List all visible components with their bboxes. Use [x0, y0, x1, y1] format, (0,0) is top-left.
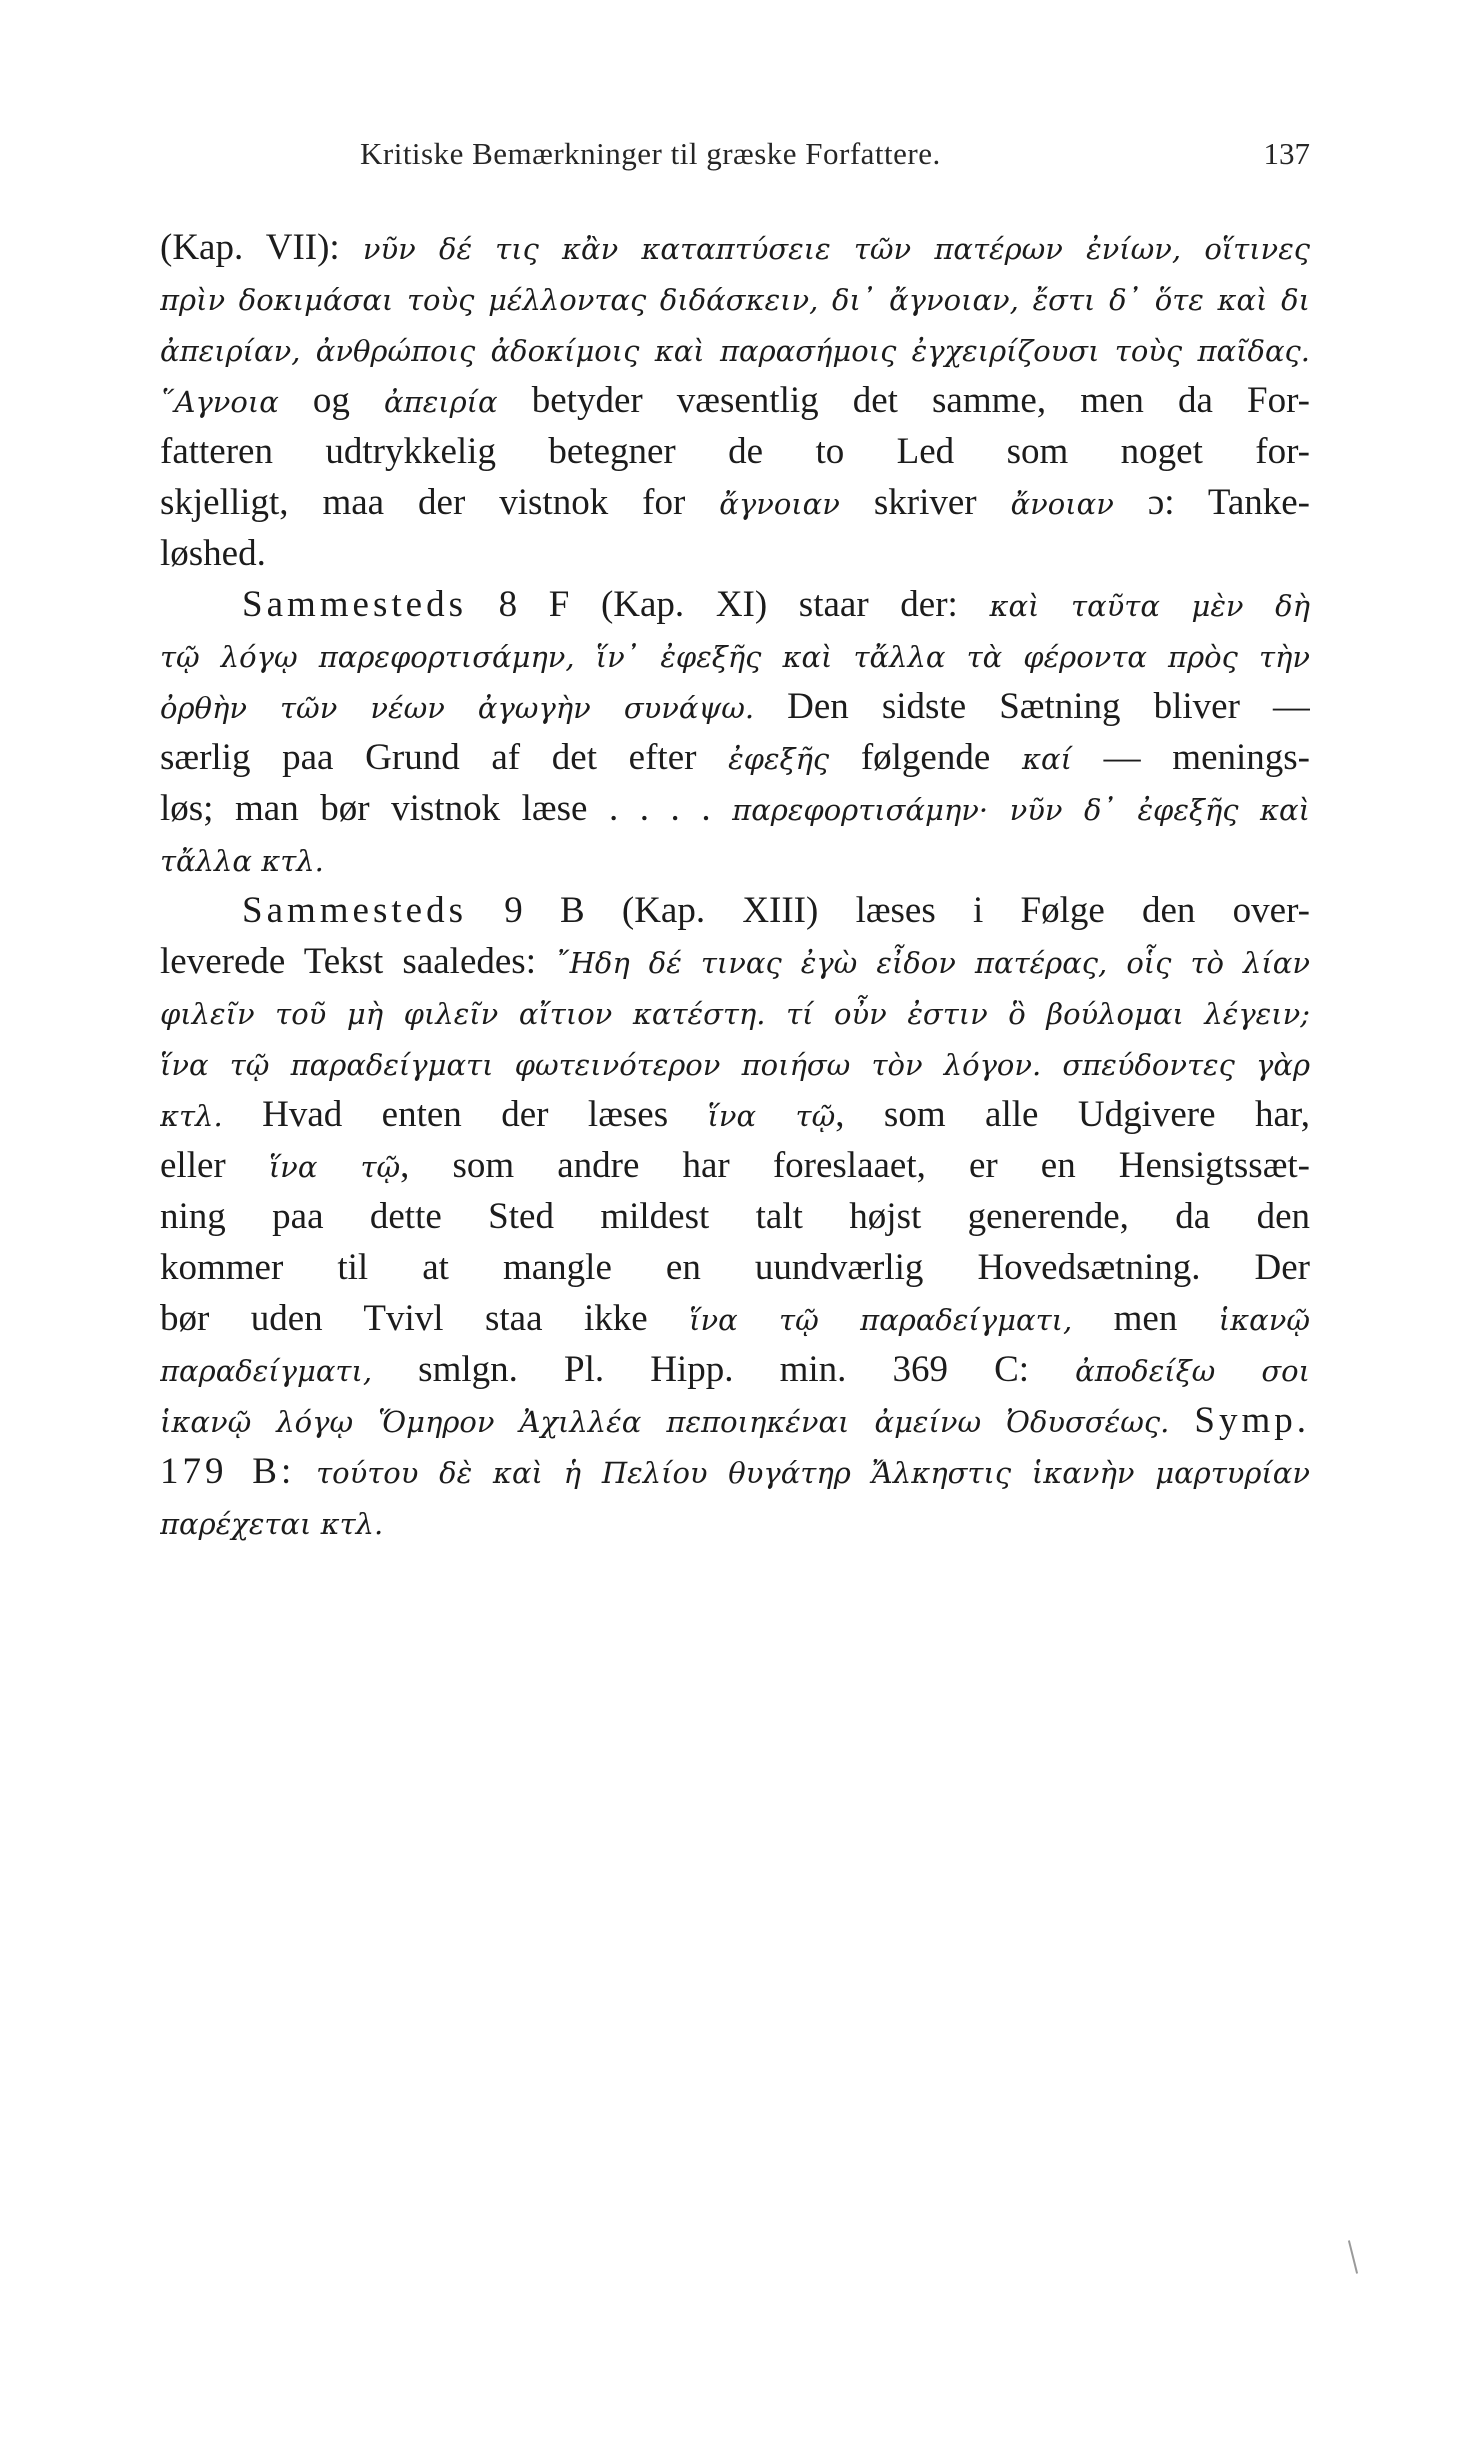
greek-phrase: καὶ ταῦτα μὲν δὴ	[989, 589, 1310, 623]
greek-phrase: νῦν δέ τις κἂν καταπτύσειε τῶν πατέρων ἐνίων, οἵτινες	[362, 232, 1310, 266]
text-segment	[1169, 1400, 1194, 1441]
text-line	[160, 1344, 1310, 1395]
spaced-reference: 179 B:	[160, 1451, 296, 1492]
text-segment: (Kap. VII):	[160, 227, 363, 268]
running-head	[160, 136, 1310, 186]
spaced-reference: Sammesteds	[242, 584, 467, 625]
text-segment: men	[1072, 1298, 1219, 1339]
text-segment: løshed.	[160, 533, 266, 574]
greek-phrase: ἵνα τῷ παραδείγματι,	[689, 1303, 1073, 1337]
text-segment: ɔ: Tanke-	[1113, 482, 1310, 523]
text-segment: skjelligt, maa der vistnok for	[160, 482, 720, 523]
greek-phrase: ἵνα τῷ	[707, 1099, 836, 1133]
text-line	[160, 426, 1310, 477]
text-segment: kommer til at mangle en uundværlig Hovedsætning. Der	[160, 1247, 1310, 1288]
text-segment: , som alle Udgivere har,	[835, 1094, 1310, 1135]
text-line	[160, 1089, 1310, 1140]
text-segment: Hvad enten der læses	[222, 1094, 708, 1135]
text-line	[160, 630, 1310, 681]
greek-phrase: ἀπειρία	[384, 385, 498, 419]
text-segment: fatteren udtrykkelig betegner de to Led som noget for-	[160, 431, 1310, 472]
text-line	[160, 222, 1310, 273]
text-line	[160, 681, 1310, 732]
greek-phrase: παρέχεται κτλ.	[160, 1507, 384, 1541]
text-line	[160, 579, 1310, 630]
text-segment: 9 B (Kap. XIII) læses i Følge den over-	[466, 890, 1310, 931]
running-title: Kritiske Bemærkninger til græske Forfattere.	[360, 136, 941, 171]
text-segment: ning paa dette Sted mildest talt højst generende, da den	[160, 1196, 1310, 1237]
body-text	[160, 222, 1310, 1548]
greek-phrase: παραδείγματι,	[160, 1354, 373, 1388]
text-line	[160, 1140, 1310, 1191]
text-segment: — menings-	[1071, 737, 1310, 778]
text-line	[160, 732, 1310, 783]
text-segment: særlig paa Grund af det efter	[160, 737, 729, 778]
greek-phrase: ἄγνοιαν	[719, 487, 840, 521]
greek-phrase: ῎Ηδη δέ τινας ἐγὼ εἶδον πατέρας, οἷς τὸ λίαν	[555, 946, 1310, 980]
greek-phrase: τούτου δὲ καὶ ἡ Πελίου θυγάτηρ Ἄλκηστις ἱκανὴν μαρτυρίαν	[316, 1456, 1310, 1490]
text-segment: bør uden Tvivl staa ikke	[160, 1298, 690, 1339]
text-line	[160, 1191, 1310, 1242]
margin-mark	[1348, 2240, 1358, 2273]
text-line	[160, 936, 1310, 987]
greek-phrase: τῷ λόγῳ παρεφορτισάμην, ἵν᾿ ἐφεξῆς καὶ τἄλλα τὰ φέροντα πρὸς τὴν	[160, 640, 1310, 674]
greek-phrase: ἱκανῷ	[1218, 1303, 1310, 1337]
text-segment: skriver	[839, 482, 1011, 523]
greek-phrase: ἵνα τῷ	[268, 1150, 401, 1184]
text-line	[160, 273, 1310, 324]
text-segment: 8 F (Kap. XI) staar der:	[466, 584, 990, 625]
text-line	[160, 1038, 1310, 1089]
greek-phrase: ῞Αγνοια	[160, 385, 279, 419]
greek-phrase: τἄλλα κτλ.	[160, 844, 324, 878]
text-line	[160, 834, 1310, 885]
text-line	[160, 477, 1310, 528]
greek-phrase: καί	[1021, 742, 1072, 776]
text-segment: , som andre har foreslaaet, er en Hensigtssæt-	[400, 1145, 1310, 1186]
text-line	[160, 1497, 1310, 1548]
text-line	[160, 324, 1310, 375]
text-segment: leverede Tekst saaledes:	[160, 941, 556, 982]
text-segment: løs; man bør vistnok læse . . . .	[160, 788, 733, 829]
greek-phrase: ἱκανῷ λόγῳ Ὅμηρον Ἀχιλλέα πεποιηκέναι ἀμείνω Ὀδυσσέως.	[160, 1405, 1170, 1439]
text-segment	[295, 1451, 316, 1492]
text-line	[160, 1293, 1310, 1344]
greek-phrase: ἐφεξῆς	[728, 742, 830, 776]
greek-phrase: ἵνα τῷ παραδείγματι φωτεινότερον ποιήσω τὸν λόγον. σπεύδοντες γὰρ	[160, 1048, 1310, 1082]
greek-phrase: κτλ.	[160, 1099, 223, 1133]
text-line	[160, 375, 1310, 426]
text-segment: betyder væsentlig det samme, men da For-	[497, 380, 1310, 421]
text-line	[160, 1242, 1310, 1293]
text-segment: Den sidste Sætning bliver —	[754, 686, 1310, 727]
greek-phrase: ἀπειρίαν, ἀνθρώποις ἀδοκίμοις καὶ παρασήμοις ἐγχειρίζουσι τοὺς παῖδας.	[160, 334, 1310, 368]
text-segment: og	[278, 380, 385, 421]
greek-phrase: πρὶν δοκιμάσαι τοὺς μέλλοντας διδάσκειν, δι᾿ ἄγνοιαν, ἔστι δ᾿ ὅτε καὶ δι	[160, 283, 1310, 317]
text-segment: følgende	[829, 737, 1022, 778]
text-line	[160, 1395, 1310, 1446]
spaced-reference: Symp.	[1194, 1400, 1310, 1441]
greek-phrase: ἄνοιαν	[1010, 487, 1114, 521]
text-line	[160, 885, 1310, 936]
text-segment: smlgn. Pl. Hipp. min. 369 C:	[372, 1349, 1076, 1390]
greek-phrase: ἀποδείξω σοι	[1075, 1354, 1310, 1388]
greek-phrase: φιλεῖν τοῦ μὴ φιλεῖν αἴτιον κατέστη. τί οὖν ἐστιν ὃ βούλομαι λέγειν;	[160, 997, 1310, 1031]
text-segment: eller	[160, 1145, 269, 1186]
greek-phrase: παρεφορτισάμην· νῦν δ᾿ ἐφεξῆς καὶ	[732, 793, 1310, 827]
text-line	[160, 1446, 1310, 1497]
text-line	[160, 987, 1310, 1038]
spaced-reference: Sammesteds	[242, 890, 467, 931]
text-line	[160, 783, 1310, 834]
page-number: 137	[1263, 136, 1310, 171]
greek-phrase: ὀρθὴν τῶν νέων ἀγωγὴν συνάψω.	[160, 691, 755, 725]
text-line	[160, 528, 1310, 579]
